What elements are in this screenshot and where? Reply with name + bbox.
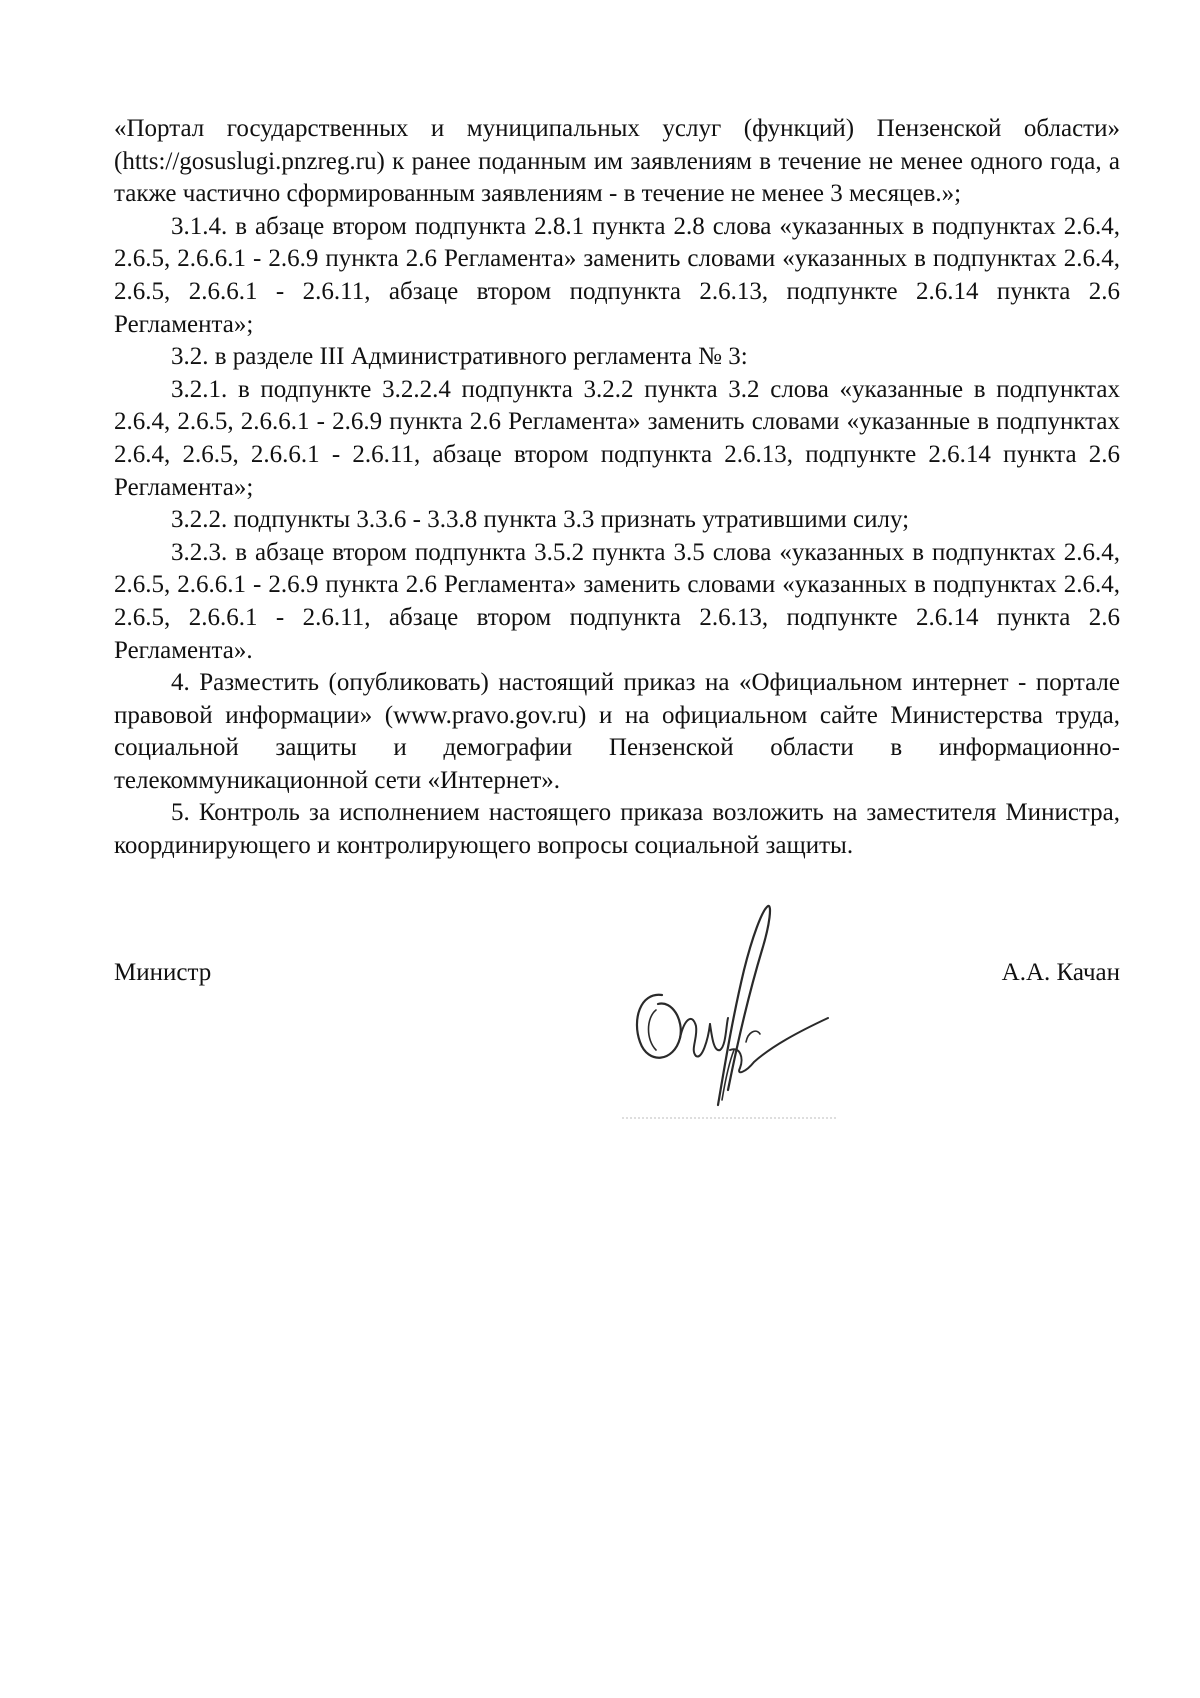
paragraph-5: 5. Контроль за исполнением настоящего приказа возложить на заместителя Министра, координирующего и контролирующего вопросы социальной защиты. xyxy=(114,799,1120,860)
paragraph-3-1-4: 3.1.4. в абзаце втором подпункта 2.8.1 пункта 2.8 слова «указанных в подпунктах 2.6.4, 2.6.5, 2.6.6.1 - 2.6.9 пункта 2.6 Регламента» заменить словами «указанных в подпунктах 2.6.4, 2.6.5, 2.6.6.1 - 2.6.11, абзаце втором подпункта 2.6.13, подпункте 2.6.14 пункта 2.6 Регламента»; xyxy=(114,212,1120,338)
paragraph-3-2-2: 3.2.2. подпункты 3.3.6 - 3.3.8 пункта 3.3 признать утратившими силу; xyxy=(171,506,910,534)
signatory-name: А.А. Качан xyxy=(1001,959,1120,986)
paragraph-1: «Портал государственных и муниципальных услуг (функций) Пензенской области» (htts://gosuslugi.pnzreg.ru) к ранее поданным им заявлениям в течение не менее одного года, а также частично сформированным заявлениям - в течение не менее 3 месяцев.»; xyxy=(114,115,1120,208)
paragraph-4: 4. Разместить (опубликовать) настоящий приказ на «Официальном интернет - портале правовой информации» (www.pravo.gov.ru) и на официальном сайте Министерства труда, социальной защиты и демографии Пензенской области в информационно-телекоммуникационной сети «Интернет». xyxy=(114,669,1120,794)
paragraph-3-2-3: 3.2.3. в абзаце втором подпункта 3.5.2 пункта 3.5 слова «указанных в подпунктах 2.6.4, 2.6.5, 2.6.6.1 - 2.6.9 пункта 2.6 Регламента» заменить словами «указанных в подпунктах 2.6.4, 2.6.5, 2.6.6.1 - 2.6.11, абзаце втором подпункта 2.6.13, подпункте 2.6.14 пункта 2.6 Регламента». xyxy=(114,538,1120,664)
paragraph-3-2-1: 3.2.1. в подпункте 3.2.2.4 подпункта 3.2.2 пункта 3.2 слова «указанные в подпунктах 2.6.4, 2.6.5, 2.6.6.1 - 2.6.9 пункта 2.6 Регламента» заменить словами «указанные в подпунктах 2.6.4, 2.6.5, 2.6.6.1 - 2.6.11, абзаце втором подпункта 2.6.13, подпункте 2.6.14 пункта 2.6 Регламента»; xyxy=(114,375,1120,501)
handwritten-signature-icon xyxy=(622,900,838,1130)
signatory-title: Министр xyxy=(114,959,212,986)
paragraph-3-2: 3.2. в разделе III Административного регламента № 3: xyxy=(171,343,748,371)
document-body xyxy=(114,113,1120,863)
